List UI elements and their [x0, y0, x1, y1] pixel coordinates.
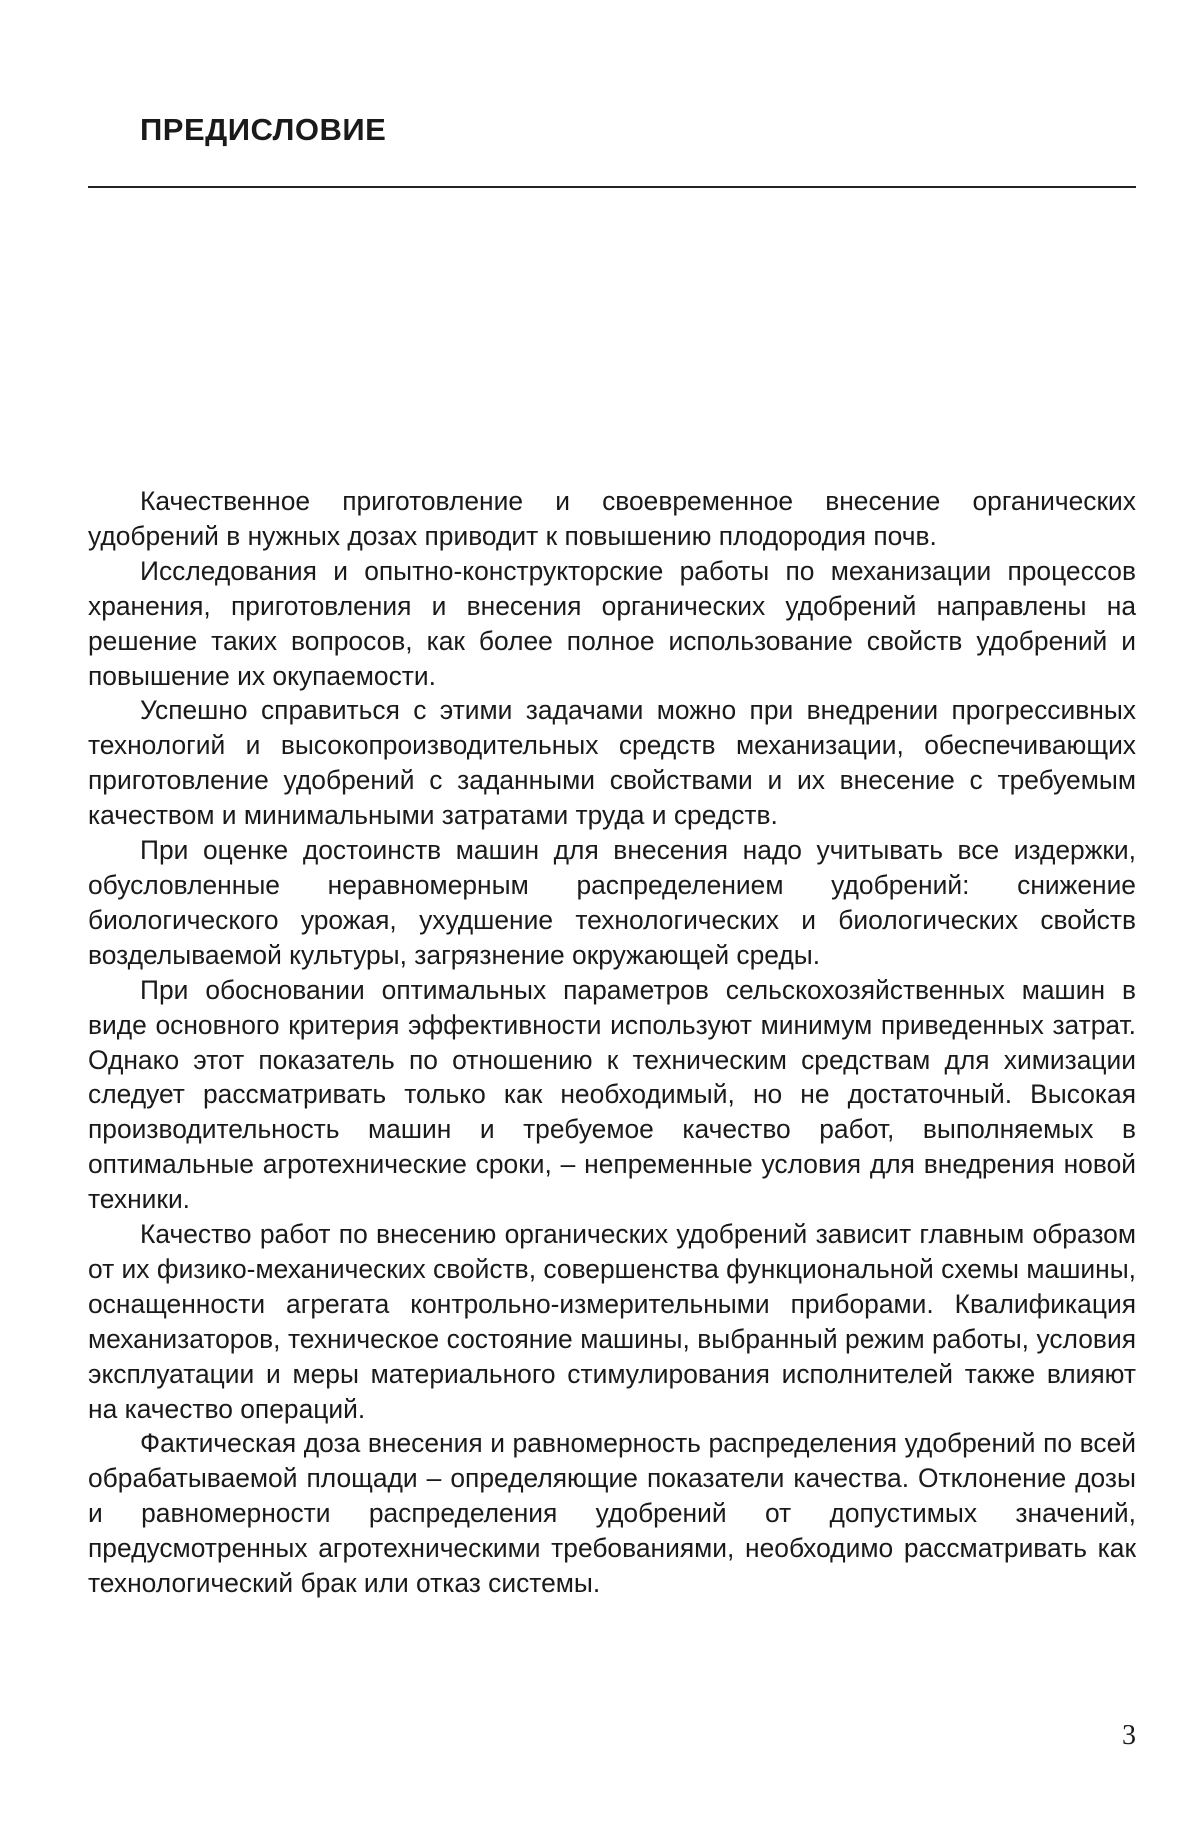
title-divider: [88, 186, 1136, 188]
paragraph: Успешно справиться с этими задачами можно при внедрении прогрессивных технологий и высокопроизводительных средств механизации, обеспечивающих приготовление удобрений с заданными свойствами и их внесение с требуемым качеством и минимальными затратами труда и средств.: [88, 693, 1136, 833]
paragraph: Качество работ по внесению органических удобрений зависит главным образом от их физико-механических свойств, совершенства функциональной схемы машины, оснащенности агрегата контрольно-измерительными приборами. Квалификация механизаторов, техническое состояние машины, выбранный режим работы, условия эксплуатации и меры материального стимулирования исполнителей также влияют на качество операций.: [88, 1217, 1136, 1426]
page-number: 3: [1106, 1720, 1136, 1752]
paragraph: Исследования и опытно-конструкторские работы по механизации процессов хранения, приготовления и внесения органических удобрений направлены на решение таких вопросов, как более полное использование свойств удобрений и повышение их окупаемости.: [88, 554, 1136, 694]
body-text: [88, 484, 1136, 1601]
paragraph: При обосновании оптимальных параметров сельскохозяйственных машин в виде основного критерия эффективности используют минимум приведенных затрат. Однако этот показатель по отношению к техническим средствам для химизации следует рассматривать только как необходимый, но не достаточный. Высокая производительность машин и требуемое качество работ, выполняемых в оптимальные агротехнические сроки, – непременные условия для внедрения новой техники.: [88, 973, 1136, 1217]
paragraph: Качественное приготовление и своевременное внесение органических удобрений в нужных дозах приводит к повышению плодородия почв.: [88, 484, 1136, 554]
paragraph: При оценке достоинств машин для внесения надо учитывать все издержки, обусловленные неравномерным распределением удобрений: снижение биологического урожая, ухудшение технологических и биологических свойств возделываемой культуры, загрязнение окружающей среды.: [88, 833, 1136, 973]
page-title: ПРЕДИСЛОВИЕ: [140, 112, 386, 148]
paragraph: Фактическая доза внесения и равномерность распределения удобрений по всей обрабатываемой площади – определяющие показатели качества. Отклонение дозы и равномерности распределения удобрений от допустимых значений, предусмотренных агротехническими требованиями, необходимо рассматривать как технологический брак или отказ системы.: [88, 1426, 1136, 1601]
